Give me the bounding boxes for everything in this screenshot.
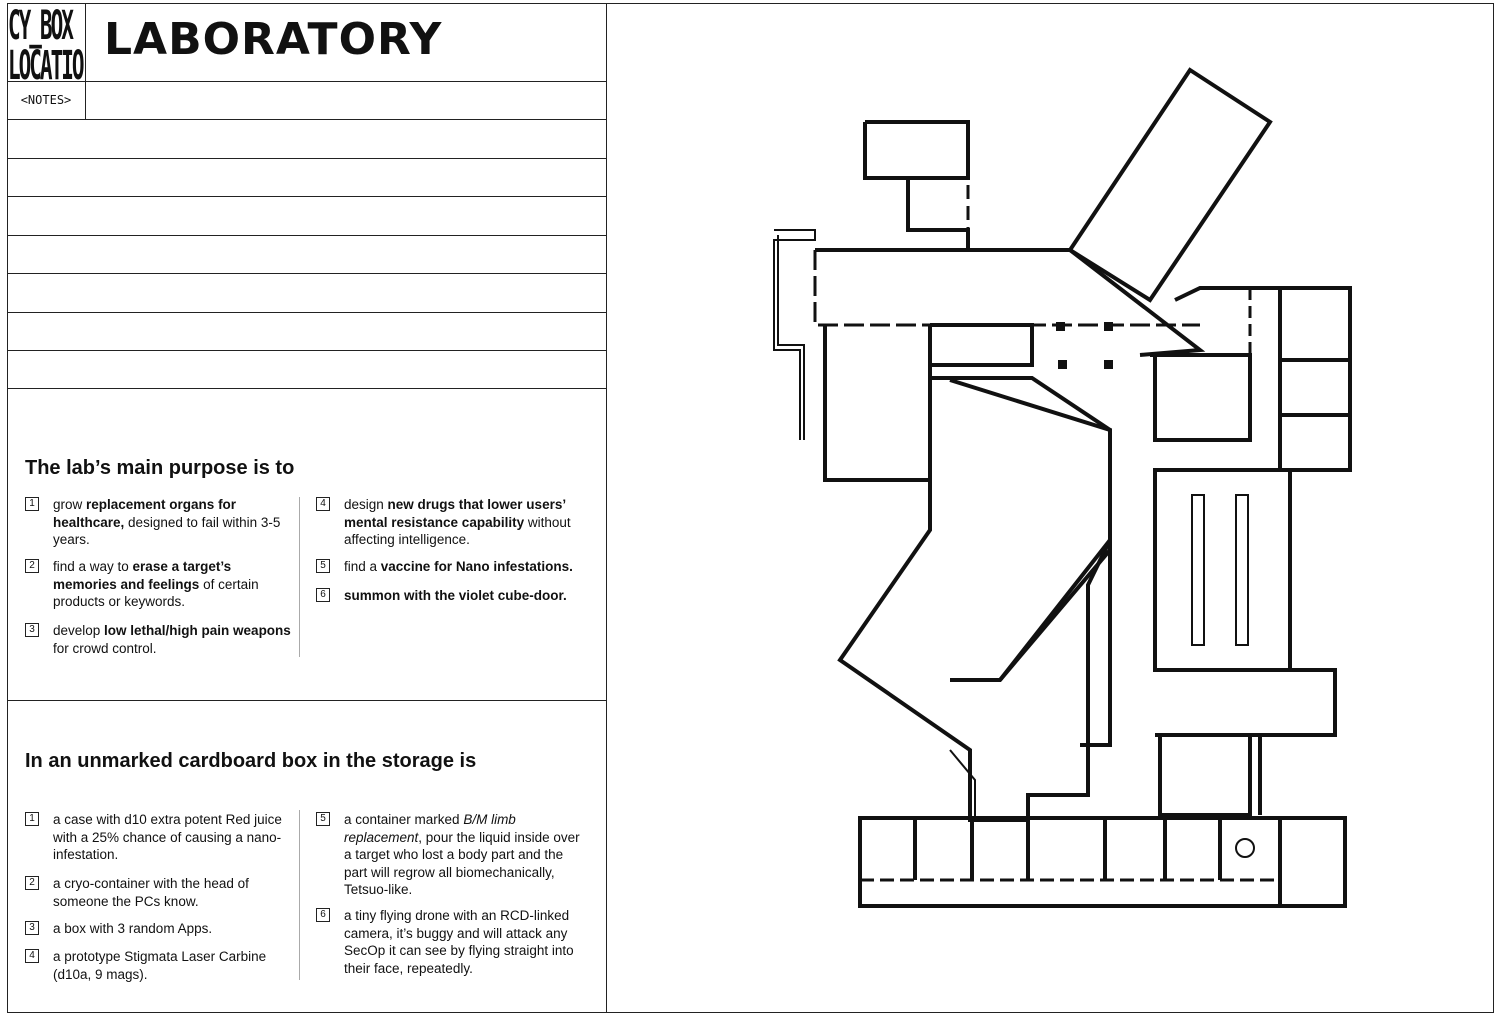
logo-line-1: CY_BOX	[8, 3, 72, 49]
item-text: of certain products or keywords.	[53, 576, 259, 609]
item-text: a container marked	[344, 812, 464, 827]
item-text: low lethal/high pain weapons	[104, 623, 291, 638]
item-number: 6	[316, 908, 330, 922]
box-heading: In an unmarked cardboard box in the storage is	[25, 750, 477, 772]
item-number: 5	[316, 812, 330, 826]
item-number: 1	[25, 497, 39, 511]
logo-line-2: LOCATIO	[8, 43, 83, 81]
box-item	[29, 811, 293, 864]
purpose-item	[320, 558, 584, 576]
box-item	[320, 811, 584, 899]
purpose-item	[29, 496, 293, 549]
item-number: 3	[25, 623, 39, 637]
lab-floor-plan	[760, 60, 1380, 920]
item-text: grow	[53, 497, 87, 512]
item-text: find a way to	[53, 559, 133, 574]
item-number: 6	[316, 588, 330, 602]
purpose-item	[29, 622, 293, 657]
item-number: 1	[25, 812, 39, 826]
item-text: a box with 3 random Apps.	[53, 921, 213, 936]
rule	[7, 81, 607, 82]
item-text: new drugs that lower users’ mental resistance capability	[344, 497, 566, 530]
item-text: summon with the violet cube-door.	[344, 588, 567, 603]
notes-line[interactable]	[7, 158, 607, 159]
item-text: a case with d10 extra potent Red juice with a 25% chance of causing a nano-infestation.	[53, 812, 282, 862]
box-item	[29, 948, 293, 983]
item-text: replacement organs for healthcare,	[53, 497, 237, 530]
item-number: 2	[25, 876, 39, 890]
notes-line[interactable]	[7, 388, 607, 389]
column-divider	[299, 497, 300, 657]
item-text: , pour the liquid inside over a target who lost a body part and the part will regrow all biomechanically, Tetsuo-like.	[344, 829, 580, 897]
item-number: 5	[316, 559, 330, 573]
item-text: design	[344, 497, 388, 512]
item-text: for crowd control.	[53, 640, 157, 656]
item-text: develop	[53, 623, 105, 638]
purpose-item	[320, 587, 584, 605]
notes-line[interactable]	[7, 119, 607, 120]
notes-label: <NOTES>	[7, 81, 86, 119]
item-number: 2	[25, 559, 39, 573]
notes-line[interactable]	[7, 312, 607, 313]
item-number: 4	[25, 949, 39, 963]
notes-line[interactable]	[7, 350, 607, 351]
item-text: a cryo-container with the head of someone the PCs know.	[53, 876, 249, 909]
column-divider	[299, 810, 300, 980]
box-item	[29, 875, 293, 910]
item-text: vaccine for Nano infestations.	[380, 559, 573, 574]
logo	[7, 3, 86, 81]
page-divider	[606, 3, 607, 1013]
purpose-item	[320, 496, 584, 549]
rule	[7, 700, 607, 701]
item-text: find a	[344, 559, 381, 574]
item-number: 3	[25, 921, 39, 935]
item-text: a prototype Stigmata Laser Carbine (d10a, 9 mags).	[53, 949, 267, 982]
item-text: erase a target’s memories and feelings	[53, 559, 232, 592]
page-title: LABORATORY	[104, 14, 443, 65]
item-number: 4	[316, 497, 330, 511]
item-text: B/M limb replacement	[344, 812, 516, 845]
box-item	[29, 920, 293, 938]
item-text: without affecting intelligence.	[344, 514, 571, 547]
notes-line[interactable]	[7, 273, 607, 274]
item-text: designed to fail within 3-5 years.	[53, 514, 281, 547]
notes-line[interactable]	[7, 235, 607, 236]
notes-line[interactable]	[7, 196, 607, 197]
item-text: a tiny flying drone with an RCD-linked camera, it’s buggy and will attack any SecOp it can see by flying straight into their face, repeatedly.	[344, 908, 574, 976]
purpose-item	[29, 558, 293, 611]
box-item	[320, 907, 584, 977]
purpose-heading: The lab’s main purpose is to	[25, 457, 295, 479]
